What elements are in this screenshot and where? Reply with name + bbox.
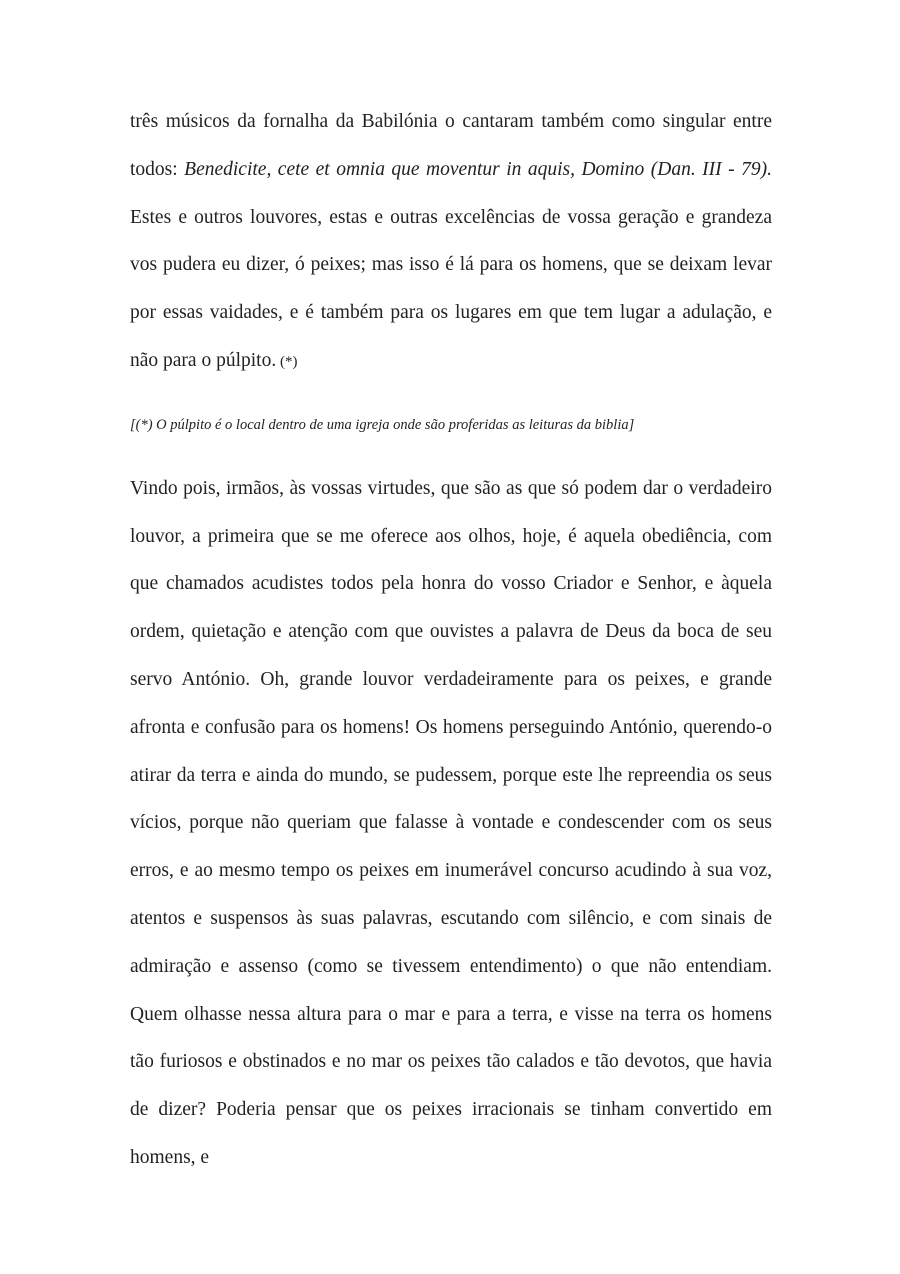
latin-quote: Benedicite, cete et omnia que moventur in aquis, Domino (Dan. III - 79).: [184, 158, 772, 180]
paragraph-1-text-end: Estes e outros louvores, estas e outras excelências de vossa geração e grandeza vos pudera eu dizer, ó peixes; mas isso é lá para os homens, que se deixam levar por essas vaidades, e é também para os lugares em que tem lugar a adulação, e não para o púlpito.: [130, 206, 772, 371]
footnote-marker: (*): [276, 353, 298, 370]
paragraph-1: [130, 98, 772, 387]
document-page: [130, 98, 772, 1182]
footnote: [(*) O púlpito é o local dentro de uma igreja onde são proferidas as leituras da biblia]: [130, 416, 635, 433]
paragraph-2: Vindo pois, irmãos, às vossas virtudes, que são as que só podem dar o verdadeiro louvor, a primeira que se me oferece aos olhos, hoje, é aquela obediência, com que chamados acudistes todos pela honra do vosso Criador e Senhor, e àquela ordem, quietação e atenção com que ouvistes a palavra de Deus da boca de seu servo António. Oh, grande louvor verdadeiramente para os peixes, e grande afronta e confusão para os homens! Os homens perseguindo António, querendo-o atirar da terra e ainda do mundo, se pudessem, porque este lhe repreendia os seus vícios, porque não queriam que falasse à vontade e condescender com os seus erros, e ao mesmo tempo os peixes em inumerável concurso acudindo à sua voz, atentos e suspensos às suas palavras, escutando com silêncio, e com sinais de admiração e assenso (como se tivessem entendimento) o que não entendiam. Quem olhasse nessa altura para o mar e para a terra, e visse na terra os homens tão furiosos e obstinados e no mar os peixes tão calados e tão devotos, que havia de dizer? Poderia pensar que os peixes irracionais se tinham convertido em homens, e: [130, 477, 772, 1168]
paragraph-1-text-start: três músicos da fornalha da Babilónia o cantaram também como singular entre todos:: [130, 111, 772, 180]
